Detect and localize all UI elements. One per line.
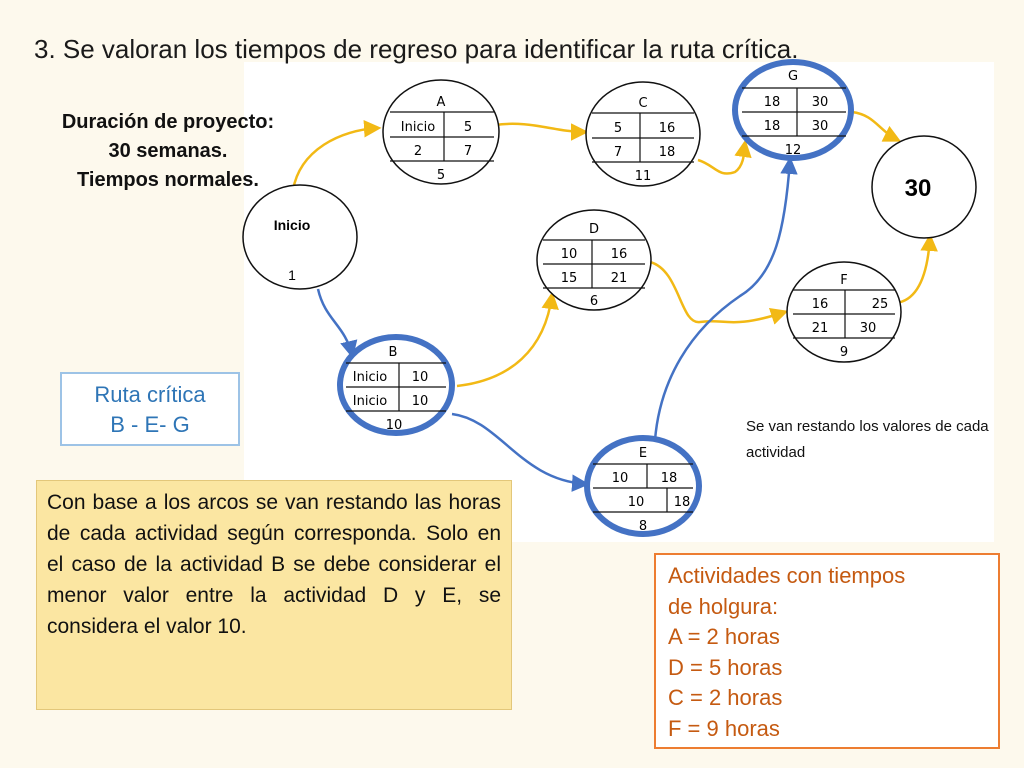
node-end bbox=[872, 136, 976, 238]
node-G-name: G bbox=[787, 69, 799, 84]
arrow-F-to-end bbox=[896, 237, 930, 303]
node-B-ls: Inicio bbox=[352, 394, 388, 409]
node-B bbox=[340, 337, 452, 433]
arrow-B-to-D bbox=[457, 295, 552, 386]
node-E-duration: 8 bbox=[638, 519, 648, 534]
node-D-name: D bbox=[588, 222, 600, 237]
node-F-name: F bbox=[840, 273, 848, 288]
node-C-es: 5 bbox=[613, 121, 623, 136]
node-G-ef: 30 bbox=[811, 95, 829, 110]
note-text: Se van restando los valores de cada actividad bbox=[746, 418, 989, 461]
page-title: 3. Se valoran los tiempos de regreso para identificar la ruta crítica. bbox=[34, 34, 799, 64]
node-start bbox=[243, 185, 357, 289]
node-F-duration: 9 bbox=[839, 345, 849, 360]
node-D bbox=[537, 210, 651, 310]
arrow-start-to-B bbox=[318, 289, 352, 355]
node-A-duration: 5 bbox=[436, 168, 446, 183]
node-E-name: E bbox=[638, 446, 648, 461]
node-G-es: 18 bbox=[763, 95, 781, 110]
node-B-name: B bbox=[388, 345, 398, 360]
node-A-es: Inicio bbox=[400, 120, 436, 135]
node-F bbox=[787, 262, 901, 362]
node-B-duration: 10 bbox=[385, 418, 403, 433]
slack-item-A: A = 2 horas bbox=[668, 624, 780, 649]
node-D-ef: 16 bbox=[610, 247, 628, 262]
node-C-name: C bbox=[638, 96, 648, 111]
node-A-name: A bbox=[436, 95, 446, 110]
slack-item-F: F = 9 horas bbox=[668, 715, 780, 741]
node-A-ef: 5 bbox=[463, 120, 473, 135]
arrow-C-to-G bbox=[698, 143, 745, 174]
node-F-es: 16 bbox=[811, 297, 829, 312]
node-A-lf: 7 bbox=[463, 144, 473, 159]
node-E bbox=[587, 438, 699, 534]
node-B-lf: 10 bbox=[411, 394, 429, 409]
critical-path-box bbox=[60, 372, 240, 446]
slack-box bbox=[654, 553, 1000, 749]
slack-heading-2: de holgura: bbox=[668, 593, 779, 619]
node-start-value: 1 bbox=[288, 267, 296, 283]
node-G-ls: 18 bbox=[763, 119, 781, 134]
node-D-lf: 21 bbox=[610, 271, 628, 286]
node-C-ef: 16 bbox=[658, 121, 676, 136]
node-E-lf: 18 bbox=[673, 495, 691, 510]
node-A-ls: 2 bbox=[413, 144, 423, 159]
node-F-lf: 30 bbox=[859, 321, 877, 336]
node-F-ef: 25 bbox=[871, 297, 889, 312]
slack-heading-1: Actividades con tiempos bbox=[668, 563, 906, 588]
node-C-ls: 7 bbox=[613, 145, 623, 160]
node-start-label: Inicio bbox=[273, 217, 311, 233]
arrow-E-to-G bbox=[655, 160, 790, 440]
node-A bbox=[383, 80, 499, 184]
arrow-G-to-end bbox=[852, 112, 898, 140]
duration-line-1: Duración de proyecto: bbox=[61, 111, 275, 133]
arrow-A-to-C bbox=[495, 124, 585, 132]
explanation-box: Con base a los arcos se van restando las horas de cada actividad según corresponda. Solo en el caso de la actividad B se debe considerar el menor valor entre la actividad D y E, se considera el valor 10. bbox=[36, 480, 512, 710]
critical-path-value: B - E- G bbox=[110, 412, 190, 437]
node-B-es: Inicio bbox=[352, 370, 388, 385]
node-E-es: 10 bbox=[611, 471, 629, 486]
node-C-lf: 18 bbox=[658, 145, 676, 160]
slack-item-C: C = 2 horas bbox=[668, 685, 783, 710]
node-C-duration: 11 bbox=[634, 169, 652, 184]
node-D-duration: 6 bbox=[589, 294, 599, 309]
duration-line-3: Tiempos normales. bbox=[77, 169, 259, 191]
critical-path-label: Ruta crítica bbox=[94, 382, 206, 407]
node-D-ls: 15 bbox=[560, 271, 578, 286]
node-E-ls: 10 bbox=[627, 495, 645, 510]
node-D-es: 10 bbox=[560, 247, 578, 262]
node-G-duration: 12 bbox=[784, 143, 802, 158]
node-G bbox=[735, 62, 851, 158]
node-C bbox=[586, 82, 700, 186]
slack-item-D: D = 5 horas bbox=[668, 654, 783, 680]
node-end-value: 30 bbox=[904, 175, 932, 202]
node-G-lf: 30 bbox=[811, 119, 829, 134]
node-B-ef: 10 bbox=[411, 370, 429, 385]
arrow-B-to-E bbox=[452, 414, 586, 484]
node-E-ef: 18 bbox=[660, 471, 678, 486]
duration-line-2: 30 semanas. bbox=[108, 140, 228, 162]
node-F-ls: 21 bbox=[811, 321, 829, 336]
arrow-start-to-A bbox=[293, 128, 378, 190]
